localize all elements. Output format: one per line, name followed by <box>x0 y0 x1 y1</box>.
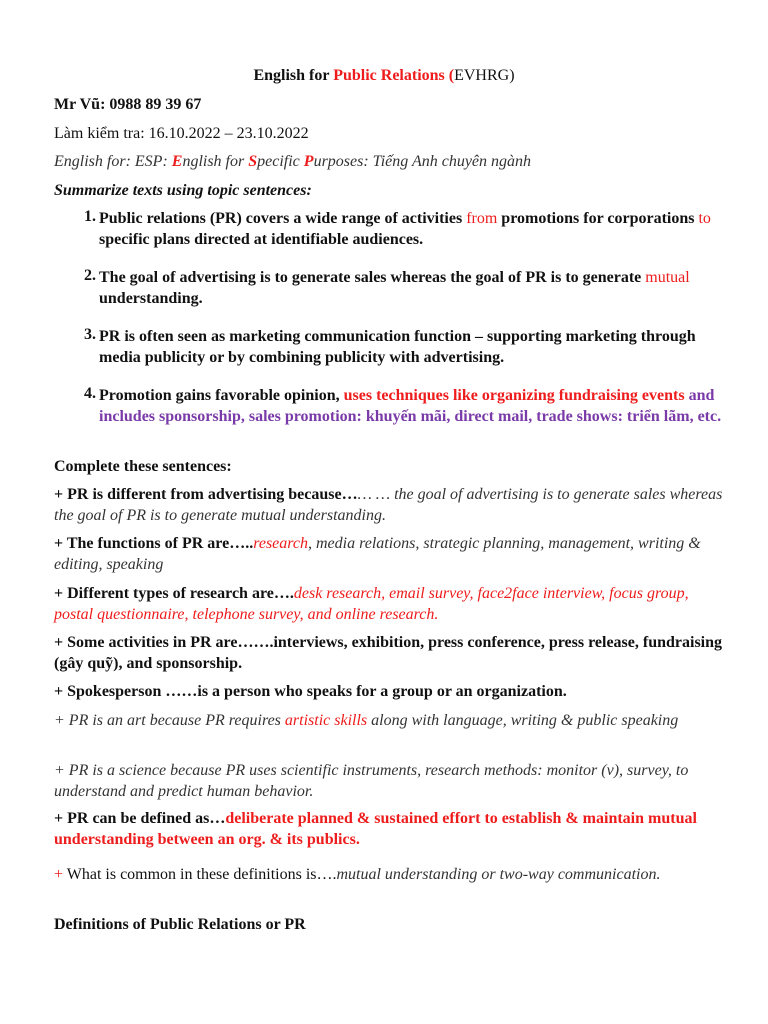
sentence-4: + Some activities in PR are…….interviews, exhibition, press conference, press release, fundraising (gây quỹ), and sponsorship. <box>54 634 723 672</box>
sentence-9: + What is common in these definitions is….mutual understanding or two-way communication. <box>54 866 661 883</box>
summarize-heading: Summarize texts using topic sentences: <box>54 182 312 199</box>
document-page: English for Public Relations (EVHRG) Mr Vũ: 0988 89 39 67 Làm kiểm tra: 16.10.2022 – 23.10.2022 English for: ESP: English for Specific Purposes: Tiếng Anh chuyên ngành Summarize texts using topic sentences: 1. Public relations (PR) covers a wide range of activities from promotions for corporations to specific plans directed at identifiable audiences. 2. The goal of advertising is to generate sales whereas the goal of PR is to generate mutual understanding. 3. PR is often seen as marketing communication function – supporting marketing through media publicity or by combining publicity with advertising. 4. Promotion gains favorable opinion, uses techniques like organizing fundraising events and includes sponsorship, sales promotion: khuyến mãi, direct mail, trade shows: triển lãm, etc. Complete these sentences: + PR is different from advertising because…… … the goal of advertising is to generate sales whereas the goal of PR is to generate mutual understanding. + The functions of PR are…..research, media relations, strategic planning, management, writing & editing, speaking + Different types of research are….desk research, email survey, face2face interview, focus group, postal questionnaire, telephone survey, and online research. + Some activities in PR are…….interviews, exhibition, press conference, press release, fundraising (gây quỹ), and sponsorship. + Spokesperson ……is a person who speaks for a group or an organization. + PR is an art because PR requires artistic skills along with language, writing & public speaking + PR is a science because PR uses scientific instruments, research methods: monitor (v), survey, to understand and predict human behavior. + PR can be defined as…deliberate planned & sustained effort to establish & maintain mutual understanding between an org. & its publics. + What is common in these definitions is….mutual understanding or two-way communication. Definitions of Public Relations or PR <box>0 0 768 1024</box>
sentence-1: + PR is different from advertising because…… … the goal of advertising is to generate sales whereas the goal of PR is to generate mutual understanding. <box>54 486 723 524</box>
complete-heading: Complete these sentences: <box>54 458 232 475</box>
definitions-heading: Definitions of Public Relations or PR <box>54 916 306 933</box>
document-title: English for Public Relations (EVHRG) <box>253 67 515 84</box>
sentence-8: + PR can be defined as…deliberate planned & sustained effort to establish & maintain mutual understanding between an org. & its publics. <box>54 810 697 848</box>
sentence-7: + PR is a science because PR uses scientific instruments, research methods: monitor (v), survey, to understand and predict human behavior. <box>54 762 689 800</box>
sentence-5: + Spokesperson ……is a person who speaks for a group or an organization. <box>54 683 567 700</box>
sentence-3: + Different types of research are….desk research, email survey, face2face interview, focus group, postal questionnaire, telephone survey, and online research. <box>54 585 689 623</box>
sentence-6: + PR is an art because PR requires artistic skills along with language, writing & public speaking <box>54 712 679 729</box>
teacher-contact: Mr Vũ: 0988 89 39 67 <box>54 96 202 113</box>
esp-definition: English for: ESP: English for Specific Purposes: Tiếng Anh chuyên ngành <box>54 153 532 170</box>
sentence-2: + The functions of PR are…..research, media relations, strategic planning, management, writing & editing, speaking <box>54 535 701 573</box>
test-dates: Làm kiểm tra: 16.10.2022 – 23.10.2022 <box>54 125 309 142</box>
